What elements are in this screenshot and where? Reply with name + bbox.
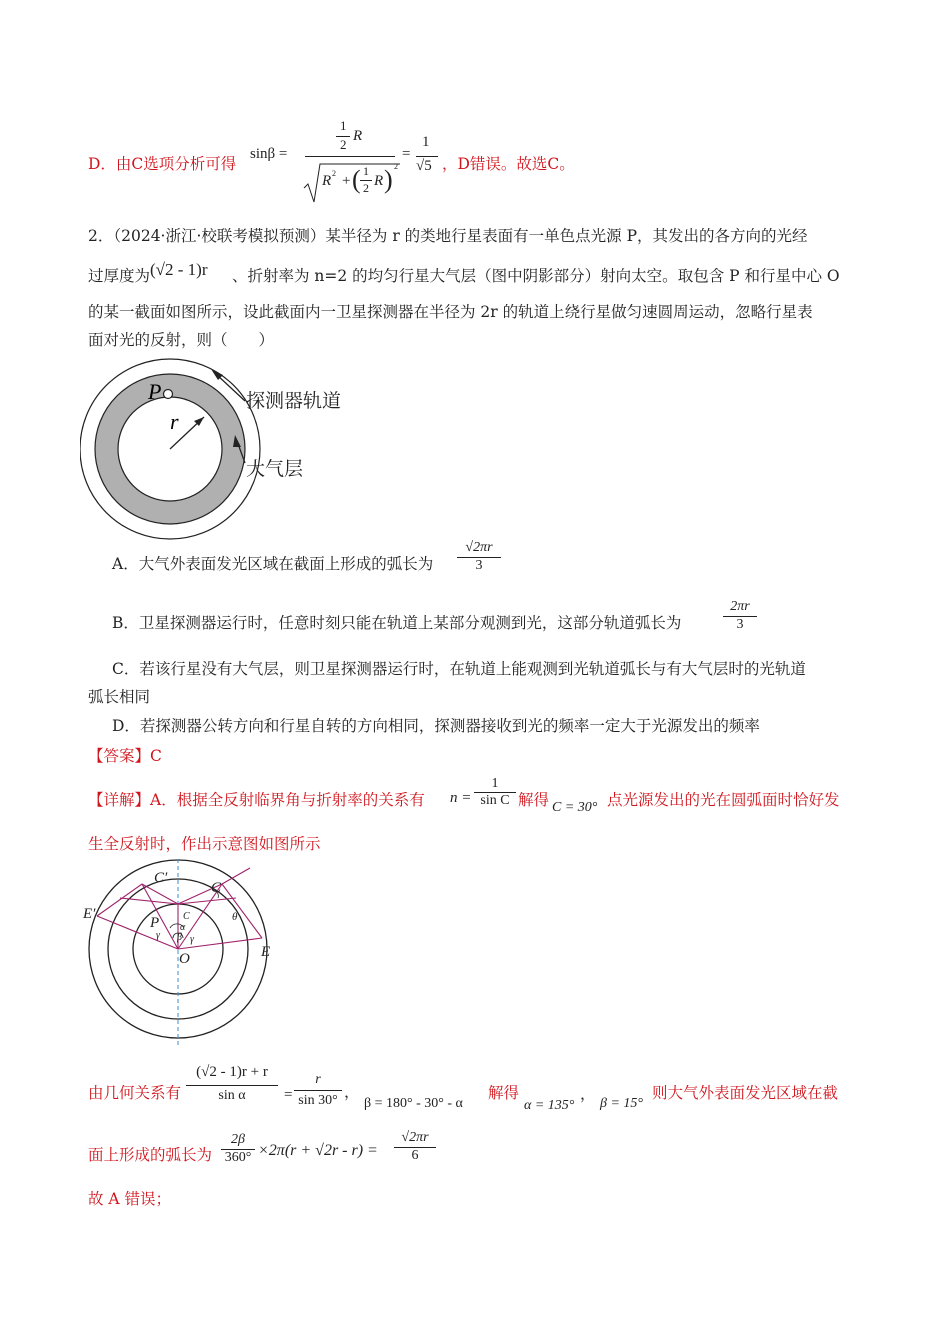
c-equals: C = 30° — [552, 800, 598, 815]
arc-fraction-2 — [394, 1130, 436, 1164]
explanation-solve: 解得 — [518, 791, 550, 809]
option-c-line-1: C．若该行星没有大气层，则卫星探测器运行时，在轨道上能观测到光轨道弧长与有大气层时的光轨道 — [112, 660, 806, 678]
option-a-fraction — [457, 540, 501, 574]
arc-frac2-numerator: √2πr — [401, 1130, 429, 1145]
critical-numerator: 1 — [491, 776, 499, 791]
option-b-fraction — [723, 599, 757, 633]
label-e: E — [261, 944, 271, 960]
result-bottom: √5 — [416, 158, 432, 174]
explanation-line-1c: 点光源发出的光在圆弧面时恰好发 — [607, 791, 840, 809]
label-c-small: C — [183, 911, 190, 922]
label-e-prime: E′ — [83, 906, 96, 922]
den-r-sup: 2 — [332, 169, 336, 178]
answer-line — [88, 746, 162, 766]
alpha-value: α = 135° — [524, 1098, 575, 1113]
label-o: O — [179, 951, 190, 967]
den-r: R — [322, 173, 332, 189]
planet-atmosphere-figure — [80, 355, 380, 555]
den-r2: R — [374, 173, 384, 189]
den-outer-sup: 2 — [394, 162, 398, 171]
option-c-line-2: 弧长相同 — [88, 688, 151, 706]
geometry-prefix: 由几何关系有 — [88, 1084, 182, 1102]
question-line-4: 面对光的反射，则（ ） — [88, 331, 275, 349]
explanation-line-1a — [88, 790, 425, 810]
arc-frac2-denominator: 6 — [411, 1148, 419, 1163]
den-half-bottom: 2 — [363, 181, 369, 195]
num-r: R — [353, 128, 363, 144]
main-fraction-bar — [305, 156, 395, 157]
conclusion: 故 A 错误； — [88, 1190, 172, 1208]
geometry-comma: ， — [344, 1083, 360, 1101]
geometry-rhs-bar — [294, 1090, 342, 1091]
geometry-lhs-bar — [186, 1085, 278, 1086]
option-b: B．卫星探测器运行时，任意时刻只能在轨道上某部分观测到光，这部分轨道弧长为 — [112, 614, 682, 632]
answer-value: C — [150, 747, 162, 765]
question-line-1: 2．（2024·浙江·校联考模拟预测）某半径为 r 的类地行星表面有一单色点光源 P，其发出的各方向的光经 — [88, 227, 808, 245]
geometry-rhs-numerator: r — [315, 1072, 321, 1087]
label-r: r — [170, 409, 179, 434]
eq2: = — [402, 146, 411, 162]
arc-times: ×2π(r + √2r - r) = — [258, 1142, 378, 1159]
sin-beta-lhs: sinβ = — [250, 146, 288, 162]
arc-prefix: 面上形成的弧长为 — [88, 1146, 213, 1164]
question-line-2-math: (√2 - 1)r — [150, 260, 208, 279]
label-c: C — [211, 880, 222, 896]
label-p2: P — [150, 915, 160, 931]
label-orbit: 探测器轨道 — [246, 390, 342, 412]
question-line-2a: 过厚度为 — [88, 267, 151, 285]
geometry-lhs-numerator: (√2 - 1)r + r — [196, 1064, 268, 1080]
den-open-paren: ( — [352, 165, 361, 194]
label-beta: β — [177, 932, 182, 943]
light-source-point — [164, 390, 173, 399]
label-theta: θ — [232, 911, 238, 923]
label-atmosphere: 大气层 — [246, 458, 304, 480]
part-d-prefix: D．由C选项分析可得 — [88, 155, 237, 173]
part-d-suffix: ，D错误。故选C。 — [442, 155, 575, 173]
critical-angle-fraction — [474, 776, 516, 809]
explanation-line-2: 生全反射时，作出示意图如图所示 — [88, 835, 321, 853]
option-d: D．若探测器公转方向和行星自转的方向相同，探测器接收到光的频率一定大于光源发出的频率 — [112, 717, 760, 735]
geometry-rhs-denominator: sin 30° — [298, 1093, 338, 1108]
geometry-lhs-denominator: sin α — [218, 1088, 246, 1103]
result-bar — [416, 156, 438, 157]
label-gamma-right: γ — [190, 934, 194, 945]
geometry-rhs-fraction — [294, 1072, 342, 1109]
option-a-numerator: √2πr — [465, 540, 493, 555]
arc-fraction-1 — [221, 1132, 255, 1166]
geometry-tail: 则大气外表面发光区域在截 — [652, 1084, 839, 1102]
option-a-denominator: 3 — [475, 558, 483, 573]
question-line-3: 的某一截面如图所示，设此截面内一卫星探测器在半径为 2r 的轨道上绕行星做匀速圆周运动，忽略行星表 — [88, 303, 813, 321]
den-half-top: 1 — [363, 164, 369, 178]
explanation-text-1: A．根据全反射临界角与折射率的关系有 — [150, 791, 425, 809]
den-close-paren: ) — [384, 165, 393, 194]
option-a: A．大气外表面发光区域在截面上形成的弧长为 — [112, 555, 434, 573]
arc-frac1-numerator: 2β — [231, 1132, 245, 1147]
beta-equation: β = 180° - 30° - α — [364, 1096, 463, 1111]
geometry-comma-2: ， — [580, 1085, 596, 1103]
critical-denominator: sin C — [480, 793, 510, 808]
beta-value: β = 15° — [600, 1096, 644, 1111]
n-equals: n = — [450, 790, 472, 806]
question-line-2b: 、折射率为 n=2 的均匀行星大气层（图中阴影部分）射向太空。取包含 P 和行星中心 O — [232, 267, 840, 285]
geometry-equals: = — [284, 1087, 293, 1103]
answer-label: 【答案】 — [88, 747, 151, 765]
num-half-top: 1 — [340, 118, 347, 133]
label-p: P — [148, 379, 162, 404]
option-b-numerator: 2πr — [730, 599, 750, 614]
result-top: 1 — [422, 134, 430, 150]
label-c-prime: C′ — [154, 870, 168, 886]
label-alpha: α — [180, 922, 186, 933]
explanation-label: 【详解】 — [88, 791, 151, 809]
option-b-denominator: 3 — [736, 617, 744, 632]
label-gamma-left: γ — [156, 930, 160, 941]
den-plus: + — [342, 173, 351, 189]
total-reflection-diagram — [80, 858, 280, 1050]
geometry-lhs-fraction — [186, 1064, 278, 1104]
num-half-bottom: 2 — [340, 137, 347, 152]
geometry-solve: 解得 — [488, 1084, 520, 1102]
arc-frac1-denominator: 360° — [224, 1150, 252, 1165]
